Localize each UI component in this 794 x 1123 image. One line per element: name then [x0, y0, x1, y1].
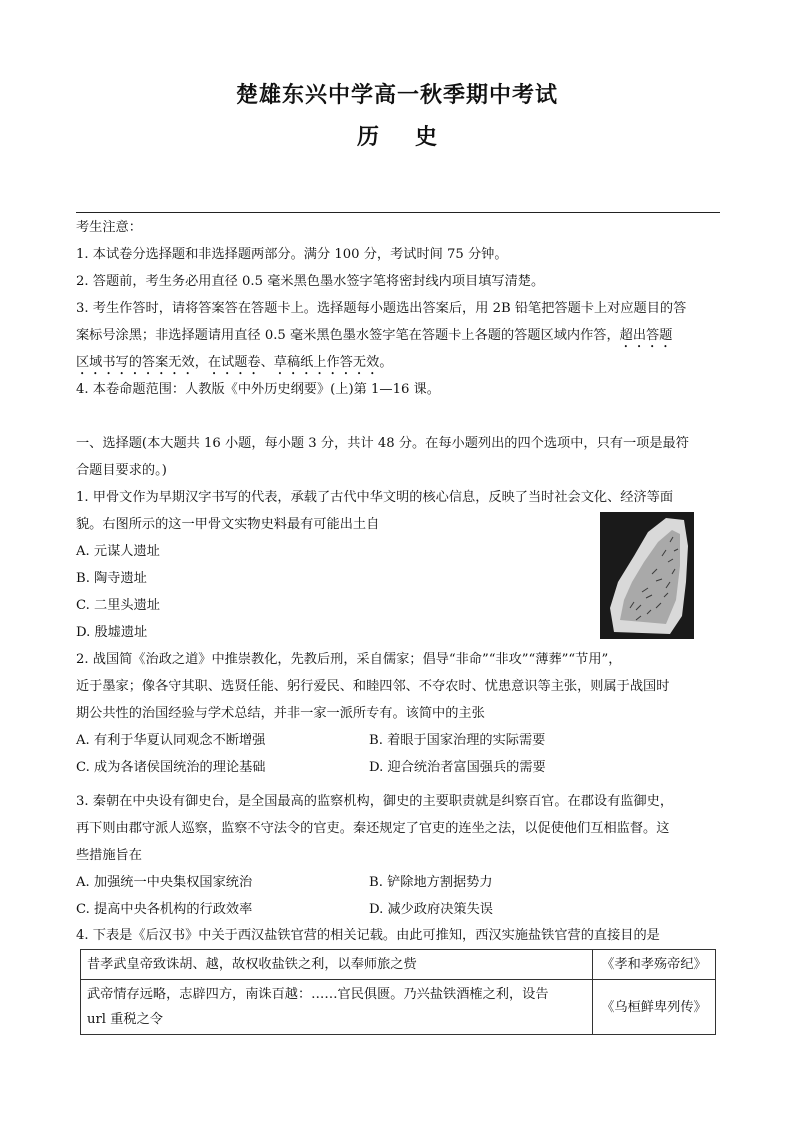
q2-stem-line-1: 2. 战国简《治政之道》中推崇教化，先教后刑，采自儒家；倡导“非命”“非攻”“薄葬”“节用”，: [76, 652, 622, 667]
q2-options-row-1: [76, 727, 720, 754]
emphasis-text: 在试题卷、草稿纸上作答无效: [207, 355, 380, 370]
table-row: [81, 950, 716, 980]
cell-text-line-2: url 重税之令: [87, 1012, 163, 1027]
q3-option-c: C. 提高中央各机构的行政效率: [76, 902, 253, 917]
q3-stem-line-2: 再下则由郡守派人巡察，监察不守法令的官吏。秦还规定了官吏的连坐之法，以促使他们互相监督。这: [76, 821, 670, 836]
table-cell-text: [81, 980, 593, 1035]
question-3: [76, 788, 720, 923]
exam-title: 楚雄东兴中学高一秋季期中考试: [235, 83, 558, 108]
table-row: [81, 980, 716, 1035]
q1-option-c: C. 二里头遗址: [76, 598, 160, 613]
q3-stem-line-3: 些措施旨在: [76, 848, 142, 863]
notice-item-4: 4. 本卷命题范围：人教版《中外历史纲要》(上)第 1—16 课。: [76, 382, 440, 397]
q4-stem: 4. 下表是《后汉书》中关于西汉盐铁官营的相关记载。由此可推知，西汉实施盐铁官营的直接目的是: [76, 928, 660, 943]
table-cell-source: 《乌桓鲜卑列传》: [593, 980, 716, 1035]
subject-title: [0, 120, 794, 151]
q2-stem-line-3: 期公共性的治国经验与学术总结，并非一家一派所专有。该简中的主张: [76, 706, 485, 721]
notice-item-3-text: ，: [194, 355, 208, 370]
q3-option-d: D. 减少政府决策失误: [369, 902, 493, 917]
q3-options-row-1: [76, 869, 720, 896]
q4-table: [80, 949, 716, 1035]
q3-stem-line-1: 3. 秦朝在中央设有御史台，是全国最高的监察机构，御史的主要职责就是纠察百官。在郡设有监御史，: [76, 794, 674, 809]
section-1-heading-line-2: 合题目要求的。): [76, 463, 167, 478]
q2-option-c: C. 成为各诸侯国统治的理论基础: [76, 760, 266, 775]
cell-text: 昔孝武皇帝致诛胡、越，故权收盐铁之利，以奉师旅之赀: [87, 957, 417, 972]
question-4: [76, 922, 720, 949]
section-1-heading: [76, 430, 720, 484]
cell-text-line-1: 武帝情存远略，志辟四方，南诛百越：……官民俱匮。乃兴盐铁酒榷之利，设告: [87, 987, 549, 1002]
notice-item-2: 2. 答题前，考生务必用直径 0.5 毫米黑色墨水签字笔将密封线内项目填写清楚。: [76, 274, 545, 289]
q1-stem-line-2: 貌。右图所示的这一甲骨文实物史料最有可能出土自: [76, 517, 380, 532]
table-cell-source: 《孝和孝殇帝纪》: [593, 950, 716, 980]
table-cell-text: [81, 950, 593, 980]
q1-option-a: A. 元谋人遗址: [76, 544, 160, 559]
q1-stem-line-1: 1. 甲骨文作为早期汉字书写的代表，承载了古代中华文明的核心信息，反映了当时社会文化、经济等面: [76, 490, 674, 505]
subject-char-2: 史: [415, 125, 438, 150]
oracle-bone-icon: [600, 512, 694, 639]
notice-item-3-text: 。: [379, 355, 393, 370]
notice-item-1: 1. 本试卷分选择题和非选择题两部分。满分 100 分，考试时间 75 分钟。: [76, 247, 508, 262]
notice-heading: 考生注意：: [76, 220, 142, 235]
notice-item-3-line-2: [76, 322, 720, 349]
q3-option-b: B. 铲除地方割据势力: [369, 875, 493, 890]
notice-item-3-line-1: 3. 考生作答时，请将答案答在答题卡上。选择题每小题选出答案后，用 2B 铅笔把答题卡上对应题目的答: [76, 301, 687, 316]
q3-option-a: A. 加强统一中央集权国家统治: [76, 875, 253, 890]
subject-char-1: 历: [356, 125, 379, 150]
q2-option-a: A. 有利于华夏认同观念不断增强: [76, 733, 266, 748]
notice-block: [76, 214, 720, 403]
header-divider: [76, 212, 720, 213]
notice-item-3-line-3: [76, 349, 720, 376]
q1-option-b: B. 陶寺遗址: [76, 571, 147, 586]
oracle-bone-image: [600, 512, 694, 639]
q3-options-row-2: [76, 896, 720, 923]
question-2: [76, 646, 720, 781]
emphasis-text: 区域书写的答案无效: [76, 355, 195, 370]
q2-options-row-2: [76, 754, 720, 781]
notice-item-3-text: 案标号涂黑；非选择题请用直径 0.5 毫米黑色墨水签字笔在答题卡上各题的答题区域内作答，: [76, 328, 620, 343]
q2-option-d: D. 迎合统治者富国强兵的需要: [369, 760, 546, 775]
q1-option-d: D. 殷墟遗址: [76, 625, 148, 640]
section-1-heading-line-1: 一、选择题(本大题共 16 小题，每小题 3 分，共计 48 分。在每小题列出的四个选项中，只有一项是最符: [76, 436, 689, 451]
q2-stem-line-2: 近于墨家；像各守其职、选贤任能、躬行爱民、和睦四邻、不夺农时、忧患意识等主张，则属于战国时: [76, 679, 670, 694]
q2-option-b: B. 着眼于国家治理的实际需要: [369, 733, 546, 748]
emphasis-text: 超出答题: [619, 328, 673, 343]
